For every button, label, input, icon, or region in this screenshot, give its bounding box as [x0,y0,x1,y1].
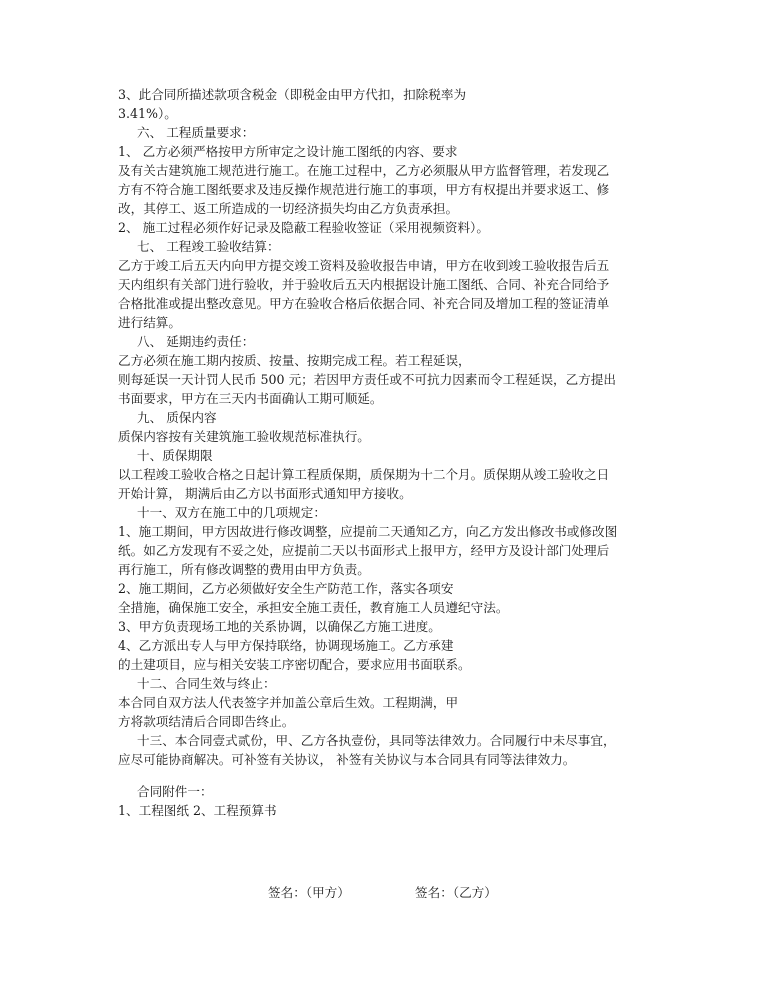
heading-acceptance: 七、 工程竣工验收结算： [137,239,280,254]
effect-text: 方将款项结清后合同即告终止。 [118,714,295,729]
clause-tax-rate: 3.41%）。 [118,106,177,121]
clause-copies: 十三、本合同壹式贰份，甲、乙方各执壹份，具同等法律效力。合同履行中未尽事宜， [137,733,616,748]
warranty-content-text: 质保内容按有关建筑施工验收规范标准执行。 [118,429,370,444]
heading-delay: 八、 延期违约责任： [137,334,255,349]
heading-warranty-period: 十、质保期限 [137,448,213,463]
delay-text: 乙方必须在施工期内按质、按量、按期完成工程。若工程延误， [118,353,471,368]
signature-party-a: 签名：（甲方） [268,885,350,900]
clause-copies-cont: 应尽可能协商解决。可补签有关协议， 补签有关协议与本合同具有同等法律效力。 [118,752,576,767]
provision-4-cont: 的土建项目，应与相关安装工序密切配合，要求应用书面联系。 [118,657,471,672]
attachment-list: 1、工程图纸 2、工程预算书 [118,803,277,818]
heading-quality: 六、 工程质量要求： [137,125,255,140]
signature-party-b: 签名：（乙方） [415,885,497,900]
clause-tax-line: 3、此合同所描述款项含税金（即税金由甲方代扣，扣除税率为 [118,87,467,102]
warranty-period-text: 开始计算， 期满后由乙方以书面形式通知甲方接收。 [118,486,412,501]
quality-item-1-cont: 及有关古建筑施工规范进行施工。在施工过程中，乙方必须服从甲方监督管理，若发现乙 [118,163,610,178]
delay-text: 则每延误一天计罚人民币 500 元；若因甲方责任或不可抗力因素而令工程延误，乙方提出 [118,372,617,387]
effect-text: 本合同自双方法人代表签字并加盖公章后生效。工程期满，甲 [118,695,459,710]
provision-1-cont: 再行施工，所有修改调整的费用由甲方负责。 [118,562,370,577]
heading-effect: 十二、合同生效与终止： [137,676,276,691]
attachment-heading: 合同附件一： [137,784,213,799]
warranty-period-text: 以工程竣工验收合格之日起计算工程质保期，质保期为十二个月。质保期从竣工验收之日 [118,467,610,482]
acceptance-text: 天内组织有关部门进行验收，并于验收后五天内根据设计施工图纸、合同、补充合同给予 [118,277,610,292]
provision-2: 2、施工期间，乙方必须做好安全生产防范工作，落实各项安 [118,581,454,596]
acceptance-text: 进行结算。 [118,315,181,330]
provision-1-cont: 纸。如乙方发现有不妥之处，应提前二天以书面形式上报甲方，经甲方及设计部门处理后 [118,543,610,558]
delay-text: 书面要求，甲方在三天内书面确认工期可顺延。 [118,391,383,406]
quality-item-2: 2、 施工过程必须作好记录及隐蔽工程验收签证（采用视频资料）。 [118,220,489,235]
heading-provisions: 十一、双方在施工中的几项规定： [137,505,326,520]
quality-item-1-cont: 方有不符合施工图纸要求及违反操作规范进行施工的事项，甲方有权提出并要求返工、修 [118,182,610,197]
provision-4: 4、乙方派出专人与甲方保持联络，协调现场施工。乙方承建 [118,638,454,653]
acceptance-text: 乙方于竣工后五天内向甲方提交竣工资料及验收报告申请，甲方在收到竣工验收报告后五 [118,258,610,273]
heading-warranty-content: 九、 质保内容 [137,410,217,425]
provision-1: 1、施工期间，甲方因故进行修改调整，应提前二天通知乙方，向乙方发出修改书或修改图 [118,524,618,539]
provision-2-cont: 全措施，确保施工安全，承担安全施工责任，教育施工人员遵纪守法。 [118,600,509,615]
acceptance-text: 合格批准或提出整改意见。甲方在验收合格后依据合同、补充合同及增加工程的签证清单 [118,296,610,311]
quality-item-1: 1、 乙方必须严格按甲方所审定之设计施工图纸的内容、要求 [118,144,458,159]
quality-item-1-cont: 改，其停工、返工所造成的一切经济损失均由乙方负责承担。 [118,201,459,216]
provision-3: 3、甲方负责现场工地的关系协调，以确保乙方施工进度。 [118,619,441,634]
